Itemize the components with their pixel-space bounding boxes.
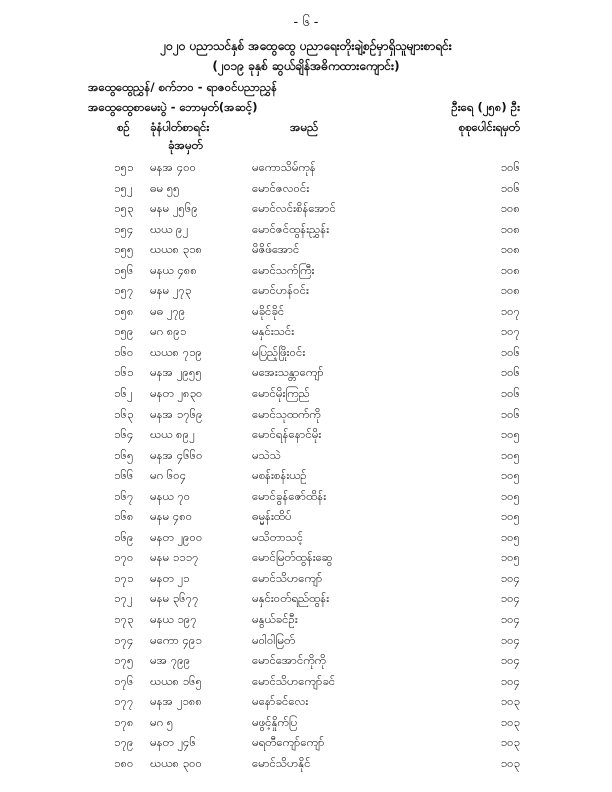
row-number: ၁၇၆: [114, 673, 134, 688]
score-value: ၁၀၄: [500, 612, 520, 627]
table-row: [0, 735, 612, 756]
row-number: ၁၅၂: [114, 180, 133, 195]
table-row: [0, 386, 612, 407]
student-name: မောင်သုထက်ကို: [252, 406, 321, 421]
roll-number: မဂ ၅: [150, 714, 174, 729]
roll-number: မနတ ၂၉၀၀: [150, 529, 203, 544]
row-number: ၁၅၁: [114, 160, 134, 174]
table-row: [0, 756, 612, 777]
table-row: [0, 448, 612, 469]
roll-number: မဂ ၆၀၄: [150, 468, 187, 483]
score-value: ၁၀၆: [500, 180, 520, 195]
table-row: [0, 283, 612, 304]
score-value: ၁၀၄: [500, 632, 520, 647]
student-name: ဓမ္မန်းထိပ်: [252, 509, 292, 524]
table-row: [0, 694, 612, 715]
score-value: ၁၀၅: [500, 550, 520, 565]
roll-number: မနတ ၂၄၆: [150, 735, 196, 750]
score-value: ၁၀၈: [500, 262, 520, 277]
row-number: ၁၇၃: [114, 612, 134, 627]
table-row: [0, 468, 612, 489]
score-value: ၁၀၄: [500, 570, 520, 585]
row-number: ၁၆၂: [114, 386, 133, 401]
row-number: ၁၇၉: [114, 735, 134, 750]
score-value: ၁၀၅: [500, 488, 520, 503]
score-value: ၁၀၈: [500, 201, 520, 216]
score-value: ၁၀၅: [500, 468, 520, 483]
roll-number: ဓမ ၅၅: [150, 180, 180, 195]
student-name: မောင်သိဟကျော်ခင်: [252, 673, 336, 688]
roll-number: မနမ ၂၇၃: [150, 283, 192, 298]
row-number: ၁၅၄: [114, 221, 134, 236]
table-row: [0, 407, 612, 428]
row-number: ၁၇၂: [114, 591, 133, 606]
table-row: [0, 345, 612, 366]
score-value: ၁၀၆: [500, 406, 520, 421]
student-name: မောင်သိဟနိုင်: [252, 755, 311, 770]
row-number: ၁၆၃: [114, 406, 134, 421]
student-name: မောင်ဇင်ထွန်းညွှန်း: [252, 221, 330, 236]
score-value: ၁၀၈: [500, 283, 520, 298]
student-name: မသိတာသင့်: [252, 529, 304, 544]
row-number: ၁၇၀: [114, 550, 134, 565]
student-name: မကောသိမ်ကုန်: [252, 160, 316, 174]
roll-number: ဃယ ၈၉၂: [150, 427, 195, 442]
score-value: ၁၀၅: [500, 509, 520, 524]
row-number: ၁၈၀: [114, 755, 134, 770]
score-value: ၁၀၆: [500, 386, 520, 401]
score-value: ၁၀၈: [500, 221, 520, 236]
row-number: ၁၅၃: [114, 201, 134, 216]
roll-number: မနအ ၂၉၅၅: [150, 365, 202, 380]
roll-number: မနအ ၄၀၀: [150, 160, 197, 174]
student-name: မသဲသဲ: [252, 447, 281, 462]
total-count: ဦးရေ (၂၅၈) ဦး: [451, 100, 520, 114]
roll-number: မနမ ၃၆၇၇: [150, 591, 199, 606]
table-row: [0, 612, 612, 633]
row-number: ၁၆၄: [114, 427, 134, 442]
header-roll-sub: ခုံအမှတ်: [168, 138, 203, 152]
roll-number: မနအ ၄၆၆၀: [150, 447, 203, 462]
header-score: စုစုပေါင်းရမှတ်: [458, 120, 520, 134]
document-title: ၂၀၂၀ ပညာသင်နှစ် အထွေထွေ ပညာရေးတိုးချဲ့စဉ်မှာရှိသူများစာရင်း: [160, 39, 452, 53]
table-row: [0, 201, 612, 222]
table-row: [0, 324, 612, 345]
student-name: မောင်သိဟကျော်: [252, 570, 323, 585]
roll-number: မဓ ၂၇၉: [150, 303, 186, 318]
student-name: မောင်သက်ကြီး: [252, 262, 315, 277]
score-value: ၁၀၃: [500, 694, 520, 709]
row-number: ၁၅၆: [114, 262, 134, 277]
roll-number: မနမ ၁၁၁၇: [150, 550, 199, 565]
score-value: ၁၀၇: [500, 303, 520, 318]
roll-number: မနယ ၄၈၈: [150, 262, 197, 277]
score-value: ၁၀၆: [500, 344, 520, 359]
roll-number: မနမ ၄၈၀: [150, 509, 193, 524]
row-number: ၁၆၉: [114, 529, 134, 544]
student-name: မခိုင်ခိုင်: [252, 303, 285, 318]
student-name: မောင်မိုးကြည်: [252, 386, 310, 401]
score-value: ၁၀၃: [500, 735, 520, 750]
roll-number: မနမ ၂၅၆၉: [150, 201, 198, 216]
student-name: မနှင်းဝတ်ရည်ထွန်း: [252, 591, 330, 606]
roll-number: မနတ ၂၈၃၀: [150, 386, 203, 401]
student-name: မနှင်းသင်း: [252, 324, 295, 339]
score-value: ၁၀၇: [500, 324, 520, 339]
roll-number: မအ ၇၉၉: [150, 653, 191, 668]
score-value: ၁၀၃: [500, 755, 520, 770]
row-number: ၁၇၄: [114, 632, 134, 647]
row-number: ၁၆၀: [114, 344, 134, 359]
student-name: မဖွင့်နှိုက်ပြ: [252, 714, 298, 729]
exam-line: အထွေထွေစာမေးပွဲ - ဘောမှတ်(အဆင့်): [88, 100, 258, 114]
student-name: မောင်ခွန်ဇော်ထိန်း: [252, 488, 327, 503]
roll-number: မဂ ၈၉၁: [150, 324, 187, 339]
header-roll: ခုံနံပါတ်စာရင်း: [150, 120, 210, 134]
score-value: ၁၀၅: [500, 427, 520, 442]
row-number: ၁၆၈: [114, 509, 134, 524]
score-value: ၁၀၄: [500, 673, 520, 688]
table-row: [0, 653, 612, 674]
student-name: မောင်ရန်နောင်မိုး: [252, 427, 322, 442]
row-number: ၁၅၇: [114, 283, 134, 298]
table-row: [0, 222, 612, 243]
roll-number: ဃယ၈ ၃၁၈: [150, 242, 203, 257]
roll-number: ဃယ၈ ၇၁၉: [150, 344, 203, 359]
table-row: [0, 674, 612, 695]
score-value: ၁၀၆: [500, 160, 520, 174]
row-number: ၁၅၅: [114, 242, 134, 257]
table-row: [0, 489, 612, 510]
roll-number: ဃယ၈ ၁၆၅: [150, 673, 203, 688]
student-name: မအေးသန္တာကျော်: [252, 365, 324, 380]
row-number: ၁၆၇: [114, 488, 134, 503]
table-row: [0, 550, 612, 571]
score-value: ၁၀၃: [500, 714, 520, 729]
roll-number: မနအ ၂၁၈၈: [150, 694, 202, 709]
score-value: ၁၀၅: [500, 529, 520, 544]
roll-number: မနယ ၁၉၇: [150, 612, 197, 627]
roll-number: မကော ၄၉၁: [150, 632, 202, 647]
table-row: [0, 427, 612, 448]
student-name: မိဇိဖ်အောင်: [252, 242, 300, 257]
table-row: [0, 571, 612, 592]
row-number: ၁၅၈: [114, 303, 134, 318]
row-number: ၁၆၅: [114, 447, 134, 462]
row-number: ၁၆၁: [114, 365, 134, 380]
row-number: ၁၇၈: [114, 714, 134, 729]
table-row: [0, 509, 612, 530]
row-number: ၁၅၉: [114, 324, 134, 339]
subject-line: အထွေထွေညွှန်/ စက်ဘဝ - ရာဇဝင်ပညာညွှန်: [88, 80, 278, 94]
table-row: [0, 530, 612, 551]
table-row: [0, 633, 612, 654]
table-row: [0, 591, 612, 612]
student-name: မပြည့်ဖြိုးဝင်း: [252, 344, 306, 359]
table-row: [0, 181, 612, 202]
table-row: [0, 242, 612, 263]
table-row: [0, 365, 612, 386]
score-value: ၁၀၅: [500, 447, 520, 462]
roll-number: မနယ ၇၀: [150, 488, 191, 503]
student-name: မောင်ဇလဝင်း: [252, 180, 310, 195]
student-name: မရတီကျော်ကျော်: [252, 735, 325, 750]
page-number: - ၆ -: [293, 15, 319, 30]
student-name: မနွယ်ခင်ဦး: [252, 612, 298, 627]
student-name: မောင်ဟန်ဝင်း: [252, 283, 309, 298]
score-value: ၁၀၄: [500, 653, 520, 668]
table-row: [0, 304, 612, 325]
row-number: ၁၆၆: [114, 468, 134, 483]
roll-number: ဃယ၈ ၃၀၀: [150, 755, 203, 770]
roll-number: မနတ ၂၁: [150, 570, 190, 585]
student-name: မနော်ခင်လေး: [252, 694, 309, 709]
score-value: ၁၀၆: [500, 365, 520, 380]
results-table: [0, 160, 612, 776]
student-name: မောင်အောင်ကိုကို: [252, 653, 326, 668]
row-number: ၁၇၁: [114, 570, 134, 585]
student-name: မစန်းစန်းယဉ်: [252, 468, 307, 483]
header-no: စဉ်: [117, 120, 130, 134]
roll-number: ဃယ ၉၂: [150, 221, 189, 236]
score-value: ၁၀၄: [500, 591, 520, 606]
table-row: [0, 160, 612, 181]
row-number: ၁၇၇: [114, 694, 134, 709]
roll-number: မနအ ၁၇၆၉: [150, 406, 203, 421]
score-value: ၁၀၈: [500, 242, 520, 257]
header-name: အမည်: [290, 120, 319, 134]
row-number: ၁၇၅: [114, 653, 134, 668]
student-name: မောင်လင်းစိန်အောင်: [252, 201, 336, 216]
student-name: မောင်မြတ်ထွန်းဆွေ: [252, 550, 333, 565]
table-row: [0, 263, 612, 284]
table-row: [0, 715, 612, 736]
student-name: မဝါဝါမြတ်: [252, 632, 296, 647]
document-subtitle: (၂၀၁၉ ခုနှစ် ဆွယ်ချိန်အဓိကထားကျောင်း): [212, 59, 400, 73]
